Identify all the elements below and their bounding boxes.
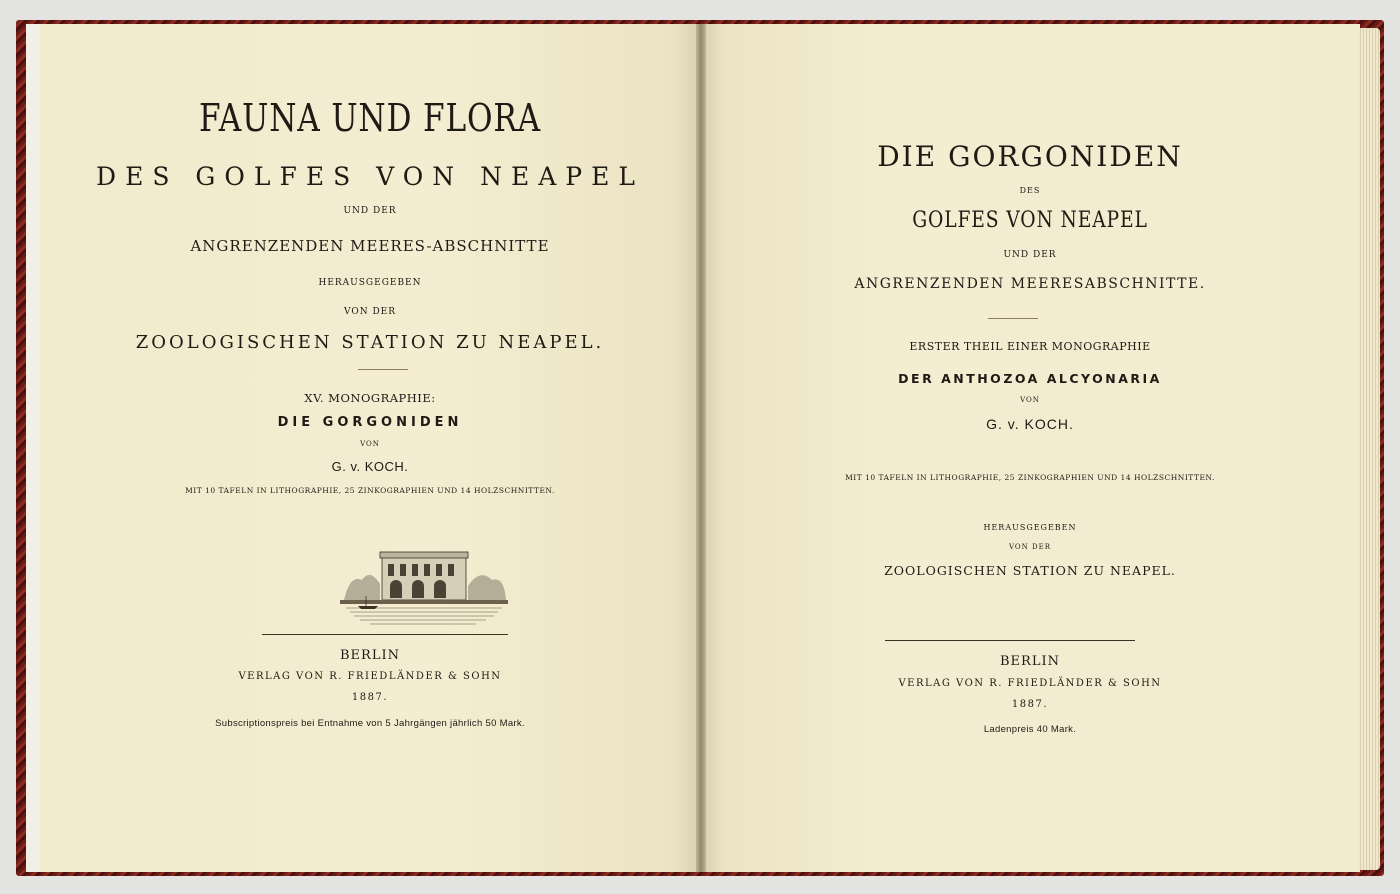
imprint-rule [885, 640, 1135, 641]
von-label: VON [360, 440, 380, 448]
price-note: Subscriptionspreis bei Entnahme von 5 Jahrgängen jährlich 50 Mark. [215, 718, 525, 729]
von-der-label: VON DER [343, 307, 397, 317]
year: 1887. [1011, 699, 1049, 710]
region-line: ANGRENZENDEN MEERESABSCHNITTE. [854, 276, 1206, 292]
von-label: VON [1020, 396, 1040, 404]
book-gutter [696, 24, 706, 872]
und-der-label: UND DER [1003, 250, 1057, 260]
city: BERLIN [340, 648, 400, 663]
author-name: G. v. KOCH. [986, 416, 1074, 432]
series-title: FAUNA UND FLORA [199, 96, 541, 140]
des-label: DES [1019, 186, 1041, 195]
monographie-label: XV. MONOGRAPHIE: [304, 391, 436, 405]
erster-theil-line: ERSTER THEIL EINER MONOGRAPHIE [909, 340, 1151, 353]
station-name: ZOOLOGISCHEN STATION ZU NEAPEL. [135, 332, 605, 353]
page-stack-edge [1358, 28, 1380, 870]
city: BERLIN [1000, 654, 1060, 669]
left-title-page [40, 24, 700, 872]
plates-note: MIT 10 TAFELN IN LITHOGRAPHIE, 25 ZINKOGRAPHIEN UND 14 HOLZSCHNITTEN. [185, 486, 555, 495]
publisher: VERLAG VON R. FRIEDLÄNDER & SOHN [898, 678, 1162, 689]
herausgegeben-label: HERAUSGEGEBEN [318, 278, 422, 288]
year: 1887. [351, 692, 389, 703]
golfes-line: GOLFES VON NEAPEL [912, 208, 1148, 233]
und-der-label: UND DER [343, 206, 397, 216]
series-subtitle: DES GOLFES VON NEAPEL [96, 162, 644, 191]
price-note: Ladenpreis 40 Mark. [983, 724, 1077, 735]
monograph-title: DIE GORGONIDEN [877, 140, 1183, 173]
imprint-rule [262, 634, 508, 635]
short-divider [988, 318, 1038, 319]
right-title-page [700, 24, 1360, 872]
plates-note: MIT 10 TAFELN IN LITHOGRAPHIE, 25 ZINKOGRAPHIEN UND 14 HOLZSCHNITTEN. [845, 473, 1215, 482]
short-divider [358, 369, 408, 370]
herausgegeben-label: HERAUSGEGEBEN [983, 523, 1077, 532]
station-name: ZOOLOGISCHEN STATION ZU NEAPEL. [884, 563, 1176, 578]
region-line: ANGRENZENDEN MEERES-ABSCHNITTE [190, 237, 550, 255]
author-name: G. v. KOCH. [331, 459, 409, 474]
publisher: VERLAG VON R. FRIEDLÄNDER & SOHN [238, 671, 502, 682]
zoological-station-engraving [340, 540, 508, 628]
group-name: DER ANTHOZOA ALCYONARIA [898, 371, 1162, 386]
von-der-label: VON DER [1008, 543, 1051, 551]
work-title: DIE GORGONIDEN [277, 415, 463, 430]
